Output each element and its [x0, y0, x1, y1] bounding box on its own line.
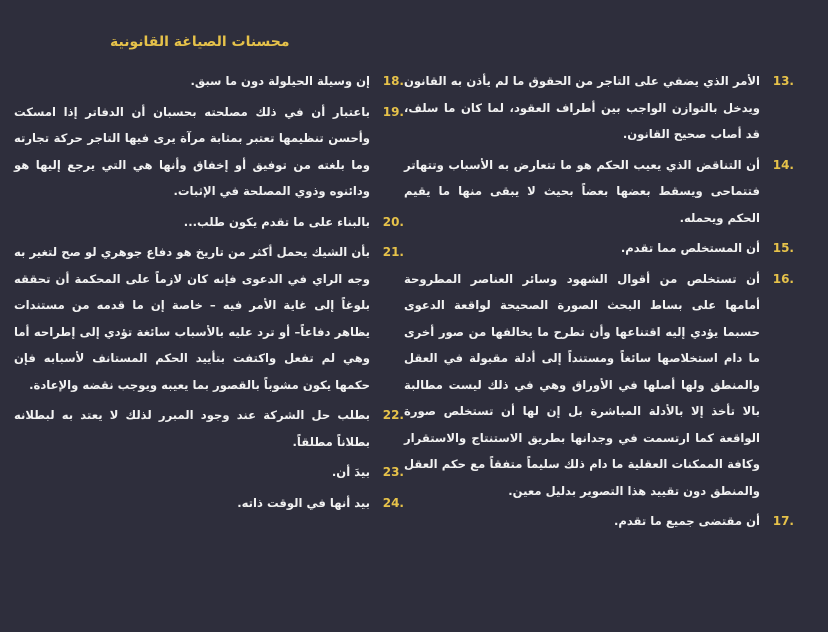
item-number: 15. — [772, 241, 794, 255]
list-item — [404, 235, 794, 262]
right-column — [404, 68, 794, 539]
page-title: محسنات الصياغة القانونية — [110, 34, 290, 50]
item-text: باعتبار أن في ذلك مصلحته بحسبان أن الدفاتر إذا امسكت وأحسن تنظيمها تعتبر بمثابة مرآة يرى فيها التاجر حركة تجارته وما بلغته من توفيق أو إخفاق وأنها هي التي يرجع إليها هو ودائنوه وذوي المصلحة في الإثبات. — [14, 104, 370, 198]
item-number: 17. — [772, 514, 794, 528]
item-number: 21. — [382, 245, 404, 259]
item-text: بيدَ أن. — [331, 465, 370, 479]
item-text: أن تستخلص من أقوال الشهود وسائر العناصر المطروحة أمامها على بساط البحث الصورة الصحيحة لواقعة الدعوى حسبما يؤدي إليه اقتناعها وأن تطرح ما يخالفها من صور أخرى ما دام استخلاصها سائغاً ومستنداً إلى أدلة مقبولة في العقل والمنطق ولها أصلها في الأوراق وهي في ذلك ليست مطالبة بالا تأخذ إلا بالأدلة المباشرة بل إن لها أن تستخلص صورة الواقعة كما ارتسمت في وجدانها بطريق الاستنتاج والاستقرار وكافة الممكنات العقلية ما دام ذلك سليماً متفقاً مع حكم العقل والمنطق دون تقييد هذا التصوير بدليل معين. — [404, 271, 760, 498]
item-number: 16. — [772, 271, 794, 286]
item-number: 18. — [382, 74, 404, 88]
item-number: 22. — [382, 408, 404, 422]
item-number: 20. — [382, 214, 404, 229]
list-item — [14, 239, 404, 398]
item-number: 13. — [772, 74, 794, 88]
item-text: إن وسيلة الحيلولة دون ما سبق. — [190, 74, 370, 88]
item-text: أن المستخلص مما تقدم. — [620, 241, 760, 255]
list-item — [404, 152, 794, 232]
list-item — [404, 266, 794, 505]
list-item — [14, 402, 404, 455]
list-item — [14, 68, 404, 95]
list-item — [404, 508, 794, 535]
left-column — [14, 68, 404, 520]
item-text: أن التناقض الذي يعيب الحكم هو ما تتعارض به الأسباب وتتهاتر فتتماحى ويسقط بعضها بعضاً بحيث لا يبقى منها ما يقيم الحكم ويحمله. — [404, 157, 760, 225]
list-item — [14, 99, 404, 205]
item-text: الأمر الذي يضفي على التاجر من الحقوق ما لم يأذن به القانون ويدخل بالتوازن الواجب بين أطراف العقود، لما كان ما سلف، قد أصاب صحيح القانون. — [404, 74, 760, 141]
item-number: 23. — [382, 465, 404, 479]
list-item — [404, 68, 794, 148]
item-text: بالبناء على ما تقدم يكون طلب... — [183, 214, 370, 229]
list-item — [14, 459, 404, 486]
item-number: 19. — [382, 104, 404, 119]
item-text: بطلب حل الشركة عند وجود المبرر لذلك لا يعتد به لبطلانه بطلاناً مطلقاً. — [14, 408, 370, 449]
item-text: بيد أنها في الوقت ذاته. — [237, 495, 370, 510]
item-number: 24. — [382, 495, 404, 510]
list-item — [14, 490, 404, 517]
item-text: بأن الشيك يحمل أكثر من تاريخ هو دفاع جوهري لو صح لتغير به وجه الراي في الدعوى فإنه كان لازماً على المحكمة أن تحققه بلوغاً إلى غاية الأمر فيه – خاصة إن ما قدمه من مستندات يظاهر دفاعاً– أو ترد عليه بالأسباب سائغة تؤدي إلى إطراحه أما وهي لم تفعل واكتفت بتأييد الحكم المستانف لأسبابه فإن حكمها يكون مشوباً بالقصور بما يعيبه ويوجب نقضه والإعادة. — [14, 245, 370, 392]
item-number: 14. — [772, 157, 794, 172]
list-item — [14, 209, 404, 236]
item-text: أن مقتضى جميع ما تقدم. — [613, 514, 760, 528]
